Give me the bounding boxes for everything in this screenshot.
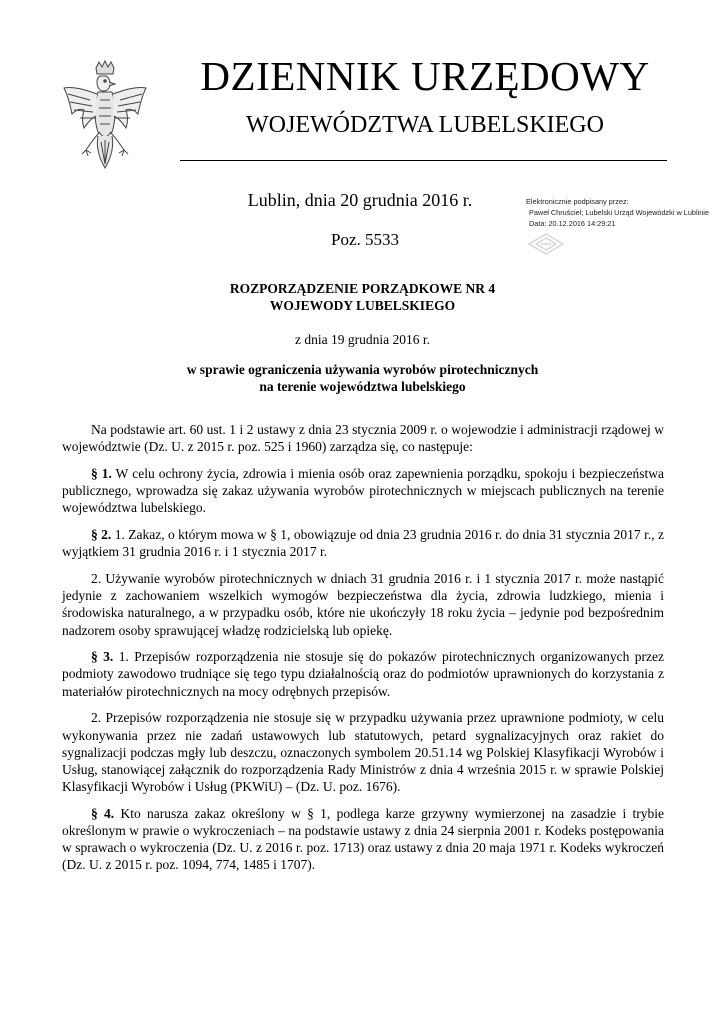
section-2-text: 1. Zakaz, o którym mowa w § 1, obowiązuje od dnia 23 grudnia 2016 r. do dnia 31 stycznia 2017 r., z wyjątkiem 31 grudnia 2016 r. i 1 stycznia 2017 r. bbox=[62, 527, 665, 560]
act-subject-line2: na terenie województwa lubelskiego bbox=[259, 378, 466, 394]
section-3-paragraph-2: 2. Przepisów rozporządzenia nie stosuje się w przypadku używania przez uprawnione podmioty, w celu wykonywania przez nie zadań ustawowych lub statutowych, petard sygnalizacyjnych oraz rakiet do sygnalizacji podczas mgły lub deszczu, oznaczonych symbolem 20.51.14 wg Polskiej Klasyfikacji Wyrobów i Usług, stanowiącej załącznik do rozporządzenia Rady Ministrów z dnia 4 września 2015 r. w sprawie Polskiej Klasyfikacji Wyrobów i Usług (PKWiU) – (Dz. U. poz. 1676). bbox=[62, 710, 664, 795]
masthead-divider bbox=[180, 160, 667, 161]
act-title bbox=[110, 280, 615, 314]
act-subject-line1: w sprawie ograniczenia używania wyrobów pirotechnicznych bbox=[186, 362, 539, 377]
act-subject bbox=[110, 362, 615, 395]
publication-place-date: Lublin, dnia 20 grudnia 2016 r. bbox=[247, 190, 473, 210]
e-signature-icon bbox=[527, 232, 565, 256]
section-1-text: W celu ochrony życia, zdrowia i mienia osób oraz zapewnienia porządku, spokoju i bezpieczeństwa publicznego, wprowadza się zakaz używania wyrobów pirotechnicznych w miejscach publicznych na terenie województwa lubelskiego. bbox=[62, 465, 665, 516]
act-title-line2: WOJEWODY LUBELSKIEGO bbox=[269, 298, 456, 313]
publication-position: Poz. 5533 bbox=[331, 230, 399, 249]
signature-date: Data: 20.12.2016 14:29:21 bbox=[529, 219, 616, 228]
section-4-label: § 4. bbox=[91, 805, 115, 821]
section-2-label: § 2. bbox=[91, 527, 112, 543]
polish-eagle-emblem bbox=[60, 60, 150, 172]
act-body bbox=[62, 421, 664, 883]
act-date: z dnia 19 grudnia 2016 r. bbox=[295, 332, 430, 347]
signature-label: Elektronicznie podpisany przez: bbox=[526, 197, 629, 206]
journal-title: DZIENNIK URZĘDOWY bbox=[200, 53, 650, 99]
section-4 bbox=[62, 805, 664, 874]
section-3 bbox=[62, 648, 664, 700]
section-3-text: 1. Przepisów rozporządzenia nie stosuje się do pokazów pirotechnicznych organizowanych przez podmioty zawodowo trudniące się tego typu działalnością oraz do podmiotów uprawnionych do korzystania z materiałów pirotechnicznych na mocy odrębnych przepisów. bbox=[62, 649, 665, 699]
signature-signer: Paweł Chruściel; Lubelski Urząd Wojewódzki w Lublinie bbox=[529, 208, 709, 217]
section-2-paragraph-2: 2. Używanie wyrobów pirotechnicznych w dniach 31 grudnia 2016 r. i 1 stycznia 2017 r. może nastąpić jedynie z zachowaniem wszelkich wymogów bezpieczeństwa dla życia, zdrowia ludzkiego, mienia i środowiska naturalnego, a w przypadku osób, które nie ukończyły 18 roku życia – jedynie pod bezpośrednim nadzorem osoby sprawującej władzę rodzicielską lub opiekę. bbox=[62, 570, 664, 638]
journal-subtitle: WOJEWÓDZTWA LUBELSKIEGO bbox=[246, 112, 604, 138]
act-title-line1: ROZPORZĄDZENIE PORZĄDKOWE NR 4 bbox=[229, 281, 496, 296]
electronic-signature-block bbox=[526, 196, 716, 229]
section-4-text: Kto narusza zakaz określony w § 1, podlega karze grzywny wymierzonej na zasadzie i trybie określonym w prawie o wykroczeniach – na podstawie ustawy z dnia 24 sierpnia 2001 r. Kodeks postępowania w sprawach o wykroczenia (Dz. U. z 2016 r. poz. 1713) oraz ustawy z dnia 20 maja 1971 r. Kodeks wykroczeń (Dz. U. z 2015 r. poz. 1094, 774, 1485 i 1707). bbox=[62, 805, 665, 873]
section-1-label: § 1. bbox=[91, 465, 112, 481]
preamble: Na podstawie art. 60 ust. 1 i 2 ustawy z dnia 23 stycznia 2009 r. o wojewodzie i administracji rządowej w województwie (Dz. U. z 2015 r. poz. 525 i 1960) zarządza się, co następuje: bbox=[62, 422, 664, 455]
section-1 bbox=[62, 465, 664, 517]
section-3-label: § 3. bbox=[91, 649, 114, 665]
section-2 bbox=[62, 526, 664, 560]
